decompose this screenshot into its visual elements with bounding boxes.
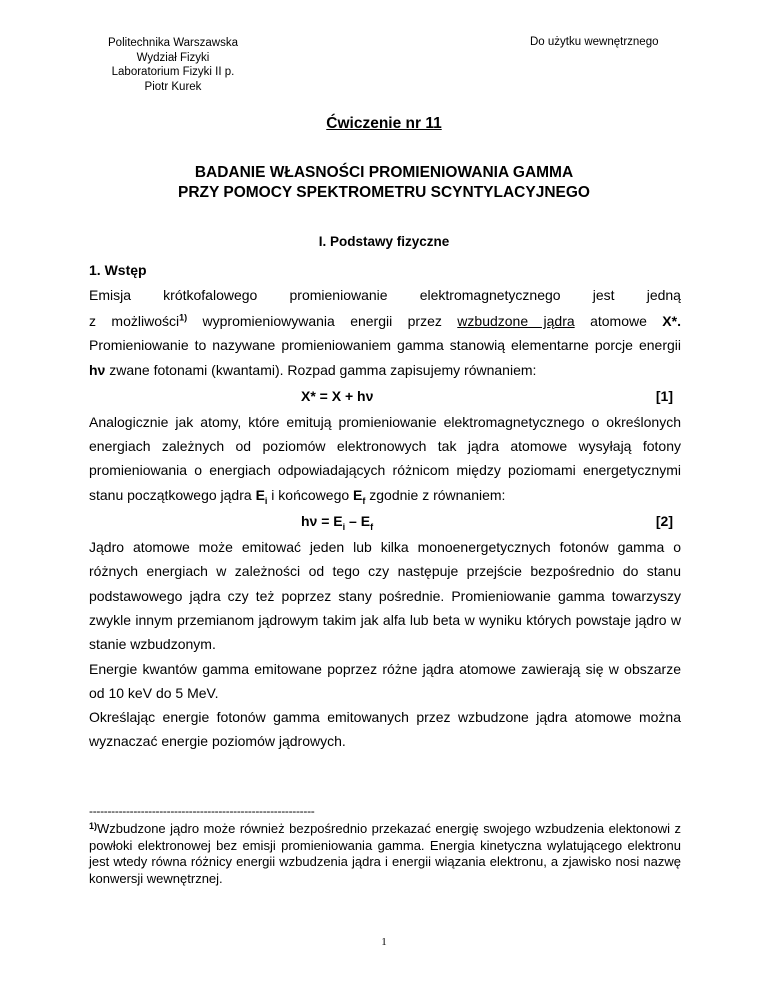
- footnote: [89, 818, 681, 887]
- formula-part: hν = E: [301, 513, 343, 530]
- equation-number: [2]: [655, 513, 673, 530]
- equation-1: [89, 382, 681, 410]
- footnote-separator: -------------------------------------------------------------: [89, 804, 315, 818]
- text-run: i końcowego: [267, 486, 354, 503]
- symbol-ef: [353, 486, 366, 506]
- symbol-ei: [255, 486, 268, 506]
- text-run: zgodnie z równaniem:: [365, 486, 506, 503]
- paragraph-4: Energie kwantów gamma emitowane poprzez różne jądra atomowe zawierają się w obszarze od 10 keV do 5 MeV.: [89, 660, 681, 701]
- symbol-base: E: [353, 486, 363, 503]
- paragraph-2: [89, 410, 681, 507]
- symbol-base: E: [255, 486, 265, 503]
- equation-number: [1]: [655, 387, 673, 404]
- header-line: Piotr Kurek: [144, 80, 202, 93]
- word: promieniowanie: [289, 287, 388, 303]
- exercise-title: Ćwiczenie nr 11: [326, 115, 442, 132]
- footnote-mark: 1): [89, 821, 98, 831]
- word: elektromagnetycznego: [419, 287, 561, 303]
- subtitle-line: BADANIE WŁASNOŚCI PROMIENIOWANIA GAMMA: [194, 164, 574, 181]
- body-text: [89, 259, 681, 754]
- symbol-subscript: f: [362, 495, 366, 506]
- formula-subscript: i: [342, 521, 346, 532]
- equation-formula: X* = X + hν: [301, 387, 374, 404]
- text-run: atomowe: [574, 313, 663, 329]
- word: jest: [592, 287, 615, 303]
- bold-symbol: hν: [89, 361, 106, 378]
- text-run: Promieniowanie to nazywane promieniowaniem gamma stanowią elementarne porcje energii: [89, 337, 681, 354]
- footnote-text: Wzbudzone jądro może również bezpośrednio przekazać energię swojego wzbudzenia elektonowi z powłoki elektronowej bez emisji promieniowania gamma. Energia kinetyczna wylatującego elektronu jest wtedy równa różnicy energii wzbudzenia jądra i energii wiązania elektronu, a zjawisko nosi nazwę konwersji wewnętrznej.: [89, 821, 681, 886]
- text-run: wypromieniowywania energii przez: [187, 313, 458, 329]
- formula-part: – E: [345, 513, 371, 530]
- symbol-subscript: i: [264, 495, 268, 506]
- document-subtitle: [0, 163, 768, 203]
- text-run: zwane fotonami (kwantami). Rozpad gamma zapisujemy równaniem:: [105, 361, 537, 378]
- equation-2: [89, 507, 681, 535]
- intro-heading: 1. Wstęp: [89, 262, 147, 278]
- footnote-ref: 1): [179, 312, 188, 323]
- equation-formula: [301, 507, 373, 535]
- paragraph-3: Jądro atomowe może emitować jeden lub kilka monoenergetycznych fotonów gamma o różnych energiach w zależności od tego czy następuje przejście bezpośrednio do stanu podstawowego jądra czy też poprzez stany pośrednie. Promieniowanie gamma towarzyszy zwykle innym przemianom jądrowym takim jak alfa lub beta w wyniku których powstaje jądro w stanie wzbudzonym.: [89, 539, 681, 653]
- page-number: 1: [381, 936, 387, 948]
- paragraph-1-first-line: [89, 281, 681, 309]
- internal-use-note: Do użytku wewnętrznego: [530, 36, 659, 48]
- subtitle-line: PRZY POMOCY SPEKTROMETRU SCYNTYLACYJNEGO: [178, 184, 590, 201]
- formula-subscript: f: [370, 521, 374, 532]
- section-heading: I. Podstawy fizyczne: [318, 234, 450, 249]
- header-line: Wydział Fizyki: [136, 51, 210, 64]
- header-line: Laboratorium Fizyki II p.: [111, 66, 235, 78]
- paragraph-1: [89, 309, 681, 382]
- text-run: z możliwości: [89, 313, 180, 329]
- word: jedną: [646, 287, 681, 303]
- text-run: Analogicznie jak atomy, które emitują promieniowanie elektromagnetycznego o określonych energiach zależnych od poziomów elektronowych tak jądra atomowe wysyłają fotony promieniowania o energiach odpowiadających różnicom między poziomami energetycznymi stanu początkowego jądra: [89, 413, 681, 503]
- word: krótkofalowego: [163, 287, 258, 303]
- institution-header: [78, 36, 268, 94]
- bold-symbol: X*.: [662, 313, 681, 329]
- word: Emisja: [89, 287, 132, 303]
- header-line: Politechnika Warszawska: [108, 37, 238, 49]
- underlined-term: wzbudzone jądra: [457, 313, 575, 329]
- paragraph-5: Określając energie fotonów gamma emitowanych przez wzbudzone jądra atomowe można wyznaczać energie poziomów jądrowych.: [89, 709, 681, 750]
